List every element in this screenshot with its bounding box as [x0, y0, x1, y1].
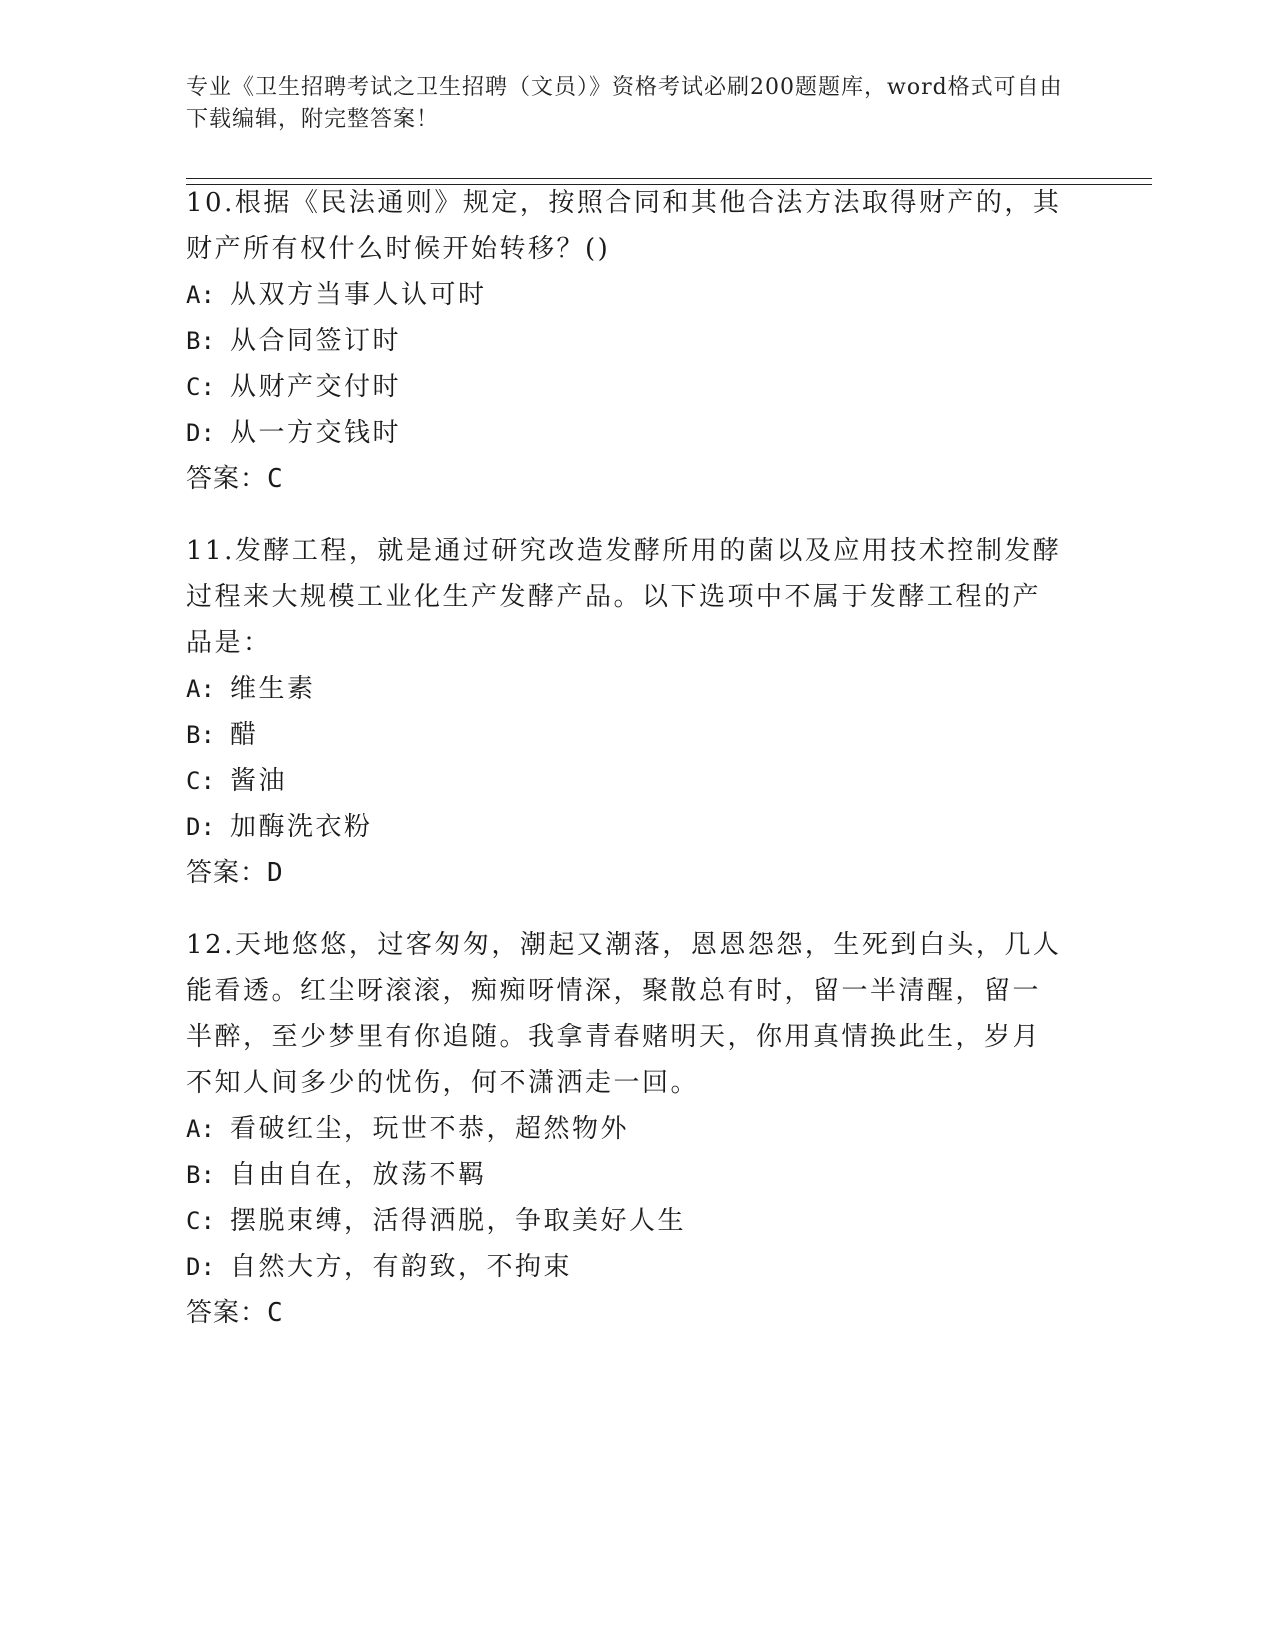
answer-line — [186, 1290, 1066, 1336]
option-d — [186, 804, 1066, 850]
option-text: 摆脱束缚，活得洒脱，争取美好人生 — [230, 1206, 687, 1236]
option-text: 自由自在，放荡不羁 — [230, 1160, 487, 1190]
option-key: C: — [186, 373, 215, 401]
option-key: A: — [186, 281, 215, 309]
question-stem: 12.天地悠悠，过客匆匆，潮起又潮落，恩恩怨怨，生死到白头，几人能看透。红尘呀滚滚，痴痴呀情深，聚散总有时，留一半清醒，留一半醉，至少梦里有你追随。我拿青春赌明天，你用真情换此生，岁月不知人间多少的忧伤，何不潇洒走一回。 — [186, 930, 1062, 1098]
question-stem: 10.根据《民法通则》规定，按照合同和其他合法方法取得财产的，其财产所有权什么时候开始转移？() — [186, 188, 1062, 264]
answer-label: 答案： — [186, 464, 268, 494]
option-a — [186, 666, 1066, 712]
option-a — [186, 272, 1066, 318]
answer-line — [186, 456, 1066, 502]
option-key: C: — [186, 1207, 215, 1235]
option-b — [186, 1152, 1066, 1198]
option-text: 加酶洗衣粉 — [230, 812, 373, 842]
option-c — [186, 758, 1066, 804]
answer-label: 答案： — [186, 858, 268, 888]
answer-label: 答案： — [186, 1298, 268, 1328]
option-key: C: — [186, 767, 215, 795]
answer-line — [186, 850, 1066, 896]
option-key: B: — [186, 327, 215, 355]
option-key: B: — [186, 721, 215, 749]
option-d — [186, 410, 1066, 456]
option-c — [186, 364, 1066, 410]
question-12 — [186, 922, 1066, 1336]
answer-value: D — [267, 858, 284, 888]
option-b — [186, 318, 1066, 364]
option-text: 看破红尘，玩世不恭，超然物外 — [230, 1114, 630, 1144]
option-c — [186, 1198, 1066, 1244]
answer-value: C — [267, 1298, 284, 1328]
answer-value: C — [267, 464, 284, 494]
option-text: 从双方当事人认可时 — [230, 280, 487, 310]
option-key: A: — [186, 675, 215, 703]
option-a — [186, 1106, 1066, 1152]
option-key: B: — [186, 1161, 215, 1189]
option-text: 酱油 — [230, 766, 288, 796]
question-stem: 11.发酵工程，就是通过研究改造发酵所用的菌以及应用技术控制发酵过程来大规模工业化生产发酵产品。以下选项中不属于发酵工程的产品是： — [186, 536, 1062, 658]
option-text: 从一方交钱时 — [230, 418, 402, 448]
option-d — [186, 1244, 1066, 1290]
option-b — [186, 712, 1066, 758]
document-header: 专业《卫生招聘考试之卫生招聘（文员）》资格考试必刷200题题库，word格式可自由下载编辑，附完整答案！ — [186, 75, 1063, 132]
option-text: 维生素 — [230, 674, 316, 704]
option-text: 自然大方，有韵致，不拘束 — [230, 1252, 573, 1282]
question-11 — [186, 528, 1066, 896]
option-text: 从财产交付时 — [230, 372, 402, 402]
option-text: 醋 — [230, 720, 259, 750]
option-key: A: — [186, 1115, 215, 1143]
option-key: D: — [186, 1253, 215, 1281]
option-text: 从合同签订时 — [230, 326, 402, 356]
question-10 — [186, 180, 1066, 502]
option-key: D: — [186, 419, 215, 447]
option-key: D: — [186, 813, 215, 841]
